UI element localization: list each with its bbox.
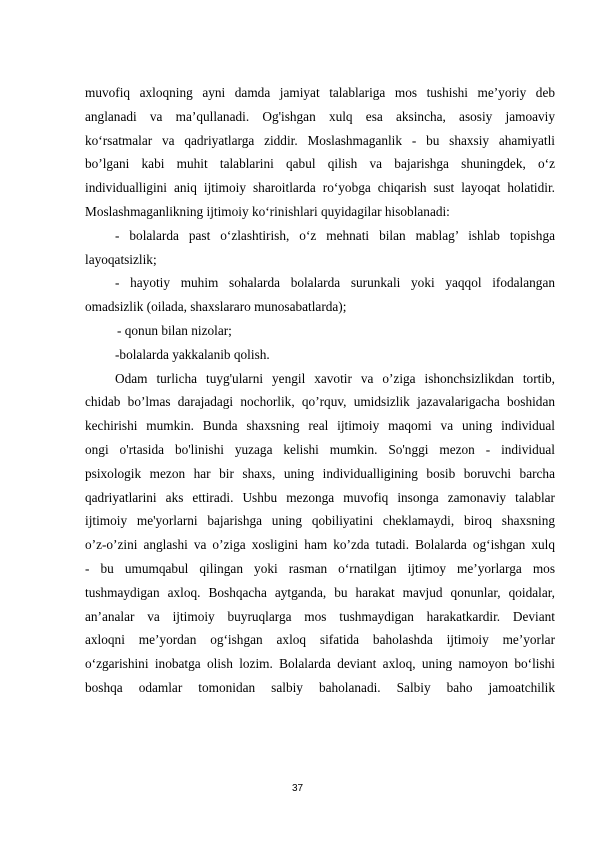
- text-line: layoqatsizlik;: [85, 251, 157, 267]
- text-line: ko‘rsatmalar va qadriyatlarga ziddir. Moslashmaganlik - bu shaxsiy ahamiyatli: [85, 132, 555, 148]
- text-line: - bu umumqabul qilingan yoki rasman o‘rnatilgan ijtimoy me’yorlarga mos: [85, 560, 555, 576]
- paragraph-1: [85, 81, 555, 224]
- text-line: muvofiq axloqning ayni damda jamiyat talablariga mos tushishi me’yoriy deb: [85, 85, 555, 100]
- text-line: psixologik mezon har bir shaxs, uning individualligining bosib boruvchi barcha: [85, 465, 555, 481]
- text-line: an’analar va ijtimoiy buyruqlarga mos tushmaydigan harakatkardir. Deviant: [85, 608, 555, 624]
- text-line: - hayotiy muhim sohalarda bolalarda surunkali yoki yaqqol ifodalangan: [115, 275, 555, 291]
- list-item-low-achievement: [85, 224, 555, 272]
- text-line: Moslashmaganlikning ijtimoiy ko‘rinishlari quyidagilar hisoblanadi:: [85, 203, 450, 219]
- text-line: boshqa odamlar tomonidan salbiy baholanadi. Salbiy baho jamoatchilik: [85, 679, 555, 695]
- text-line: ijtimoiy me'yorlarni bajarishga uning qobiliyatini cheklamaydi, biroq shaxsning: [85, 513, 555, 529]
- text-line: bo’lgani kabi muhit talablarini qabul qilish va bajarishga shuningdek, o‘z: [85, 156, 555, 172]
- text-line: chidab bo’lmas darajadagi nochorlik, qo’rquv, umidsizlik jazavalarigacha boshidan: [85, 394, 555, 410]
- document-page: [85, 81, 555, 700]
- text-line: - bolalarda past o‘zlashtirish, o‘z mehnati bilan mablag’ ishlab topishga: [115, 227, 555, 243]
- text-line: -bolalarda yakkalanib qolish.: [115, 346, 270, 362]
- text-line: axloqni me’yordan og‘ishgan axloq sifatida baholashda ijtimoiy me’yorlar: [85, 632, 555, 648]
- text-line: anglanadi va ma’qullanadi. Og'ishgan xulq esa aksincha, asosiy jamoaviy: [85, 108, 555, 124]
- text-line: omadsizlik (oilada, shaxslararo munosabatlarda);: [85, 299, 347, 315]
- text-line: o‘zgarishini inobatga olish lozim. Bolalarda deviant axloq, uning namoyon bo‘lishi: [85, 656, 555, 672]
- text-line: o’z-o’zini anglashi va o’ziga xosligini ham ko’zda tutadi. Bolalarda og‘ishgan xulq: [85, 537, 555, 553]
- page-number: 37: [291, 783, 304, 794]
- text-line: ongi o'rtasida bo'linishi yuzaga kelishi mumkin. So'nggi mezon - individual: [85, 441, 555, 457]
- text-line: Odam turlicha tuyg'ularni yengil xavotir va o’ziga ishonchsizlikdan tortib,: [115, 370, 555, 386]
- text-line: qadriyatlarini aks ettiradi. Ushbu mezonga muvofiq insonga zamonaviy talablar: [85, 489, 555, 505]
- list-item-isolation: [85, 343, 555, 367]
- text-line: tushmaydigan axloq. Boshqacha aytganda, bu harakat mavjud qonunlar, qoidalar,: [85, 584, 555, 600]
- text-line: - qonun bilan nizolar;: [117, 322, 232, 338]
- text-line: kechirishi mumkin. Bunda shaxsning real ijtimoiy maqomi va uning individual: [85, 418, 555, 434]
- paragraph-2: [85, 367, 555, 700]
- list-item-law-conflicts: [85, 319, 555, 343]
- list-item-failure: [85, 271, 555, 319]
- text-line: individualligini aniq ijtimoiy sharoitlarda ro‘yobga chiqarish sust layoqat holatidir.: [85, 180, 555, 196]
